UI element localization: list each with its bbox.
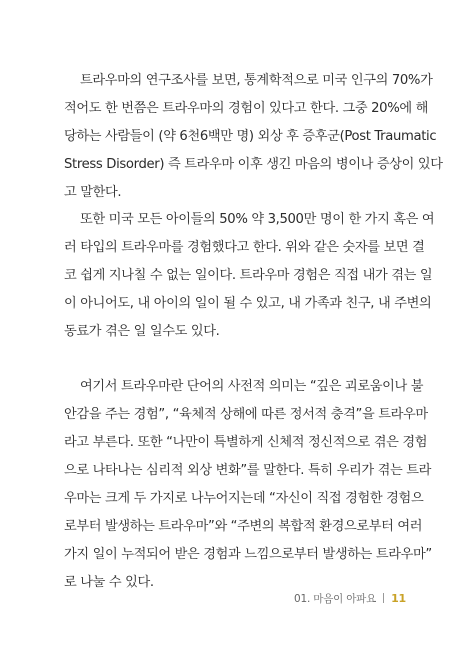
text-line: 트라우마의 연구조사를 보면, 통계학적으로 미국 인구의 70%가: [80, 73, 433, 88]
text-line: 가지 일이 누적되어 받은 경험과 느낌으로부터 발생하는 트라우마”: [64, 547, 432, 562]
text-line: 로부터 발생하는 트라우마”와 “주변의 복합적 환경으로부터 여러: [64, 519, 423, 534]
text-line: 로 나눌 수 있다.: [64, 575, 154, 590]
chapter-title: 01. 마음이 아파요: [294, 593, 377, 605]
text-line: 또한 미국 모든 아이들의 50% 약 3,500만 명이 한 가지 혹은 여: [80, 212, 435, 227]
text-line: 안감을 주는 경험”, “육체적 상해에 따른 정서적 충격”을 트라우마: [64, 407, 428, 422]
text-line: 코 쉽게 지나칠 수 없는 일이다. 트라우마 경험은 직접 내가 겪는 일: [64, 268, 433, 283]
page-number: 11: [391, 592, 406, 605]
text-line: 러 타입의 트라우마를 경험했다고 한다. 위와 같은 숫자를 보면 결: [64, 240, 425, 255]
text-line: 우마는 크게 두 가지로 나누어지는데 “자신이 직접 경험한 경험으: [64, 491, 424, 506]
text-line: 적어도 한 번쯤은 트라우마의 경험이 있다고 한다. 그중 20%에 해: [64, 101, 429, 116]
page-footer: [294, 591, 406, 607]
text-line: 으로 나타나는 심리적 외상 변화”를 말한다. 특히 우리가 겪는 트라: [64, 463, 432, 478]
footer-divider: [383, 593, 384, 603]
text-line: Stress Disorder) 즉 트라우마 이후 생긴 마음의 병이나 증상이 있다: [64, 157, 443, 172]
text-line: 고 말한다.: [64, 185, 122, 200]
text-line: 이 아니어도, 내 아이의 일이 될 수 있고, 내 가족과 친구, 내 주변의: [64, 296, 432, 311]
text-line: 라고 부른다. 또한 “나만이 특별하게 신체적 정신적으로 겪은 경험: [64, 435, 428, 450]
text-line: 당하는 사람들이 (약 6천6백만 명) 외상 후 증후군(Post Traumatic: [64, 129, 437, 144]
text-line: 동료가 겪은 일 일수도 있다.: [64, 324, 220, 339]
text-line: 여기서 트라우마란 단어의 사전적 의미는 “깊은 괴로움이나 불: [80, 379, 424, 394]
